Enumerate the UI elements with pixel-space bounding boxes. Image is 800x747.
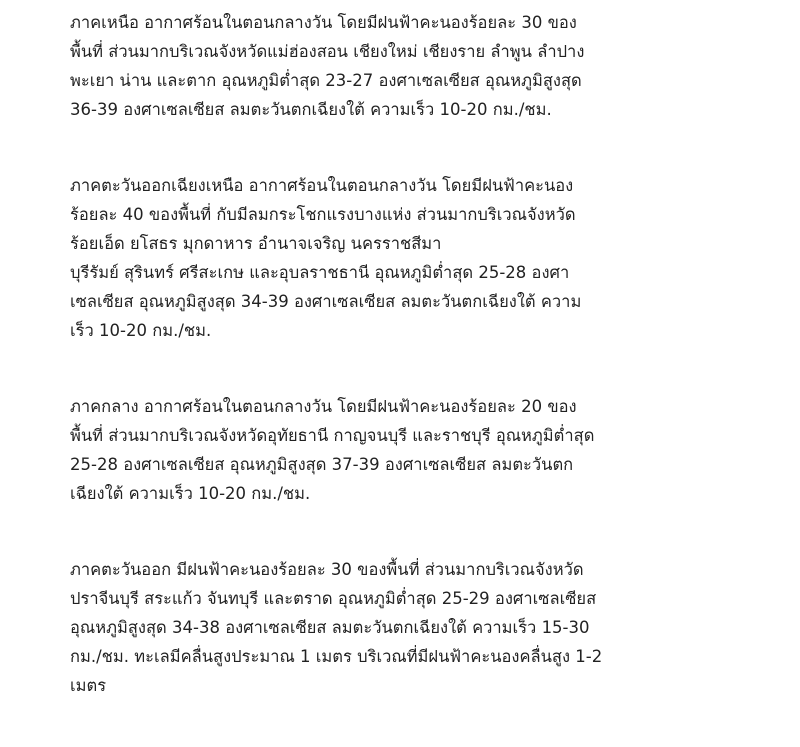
- text-line: ร้อยละ 40 ของพื้นที่ กับมีลมกระโชกแรงบางแห่ง ส่วนมากบริเวณจังหวัด: [70, 205, 576, 224]
- text-line: 36-39 องศาเซลเซียส ลมตะวันตกเฉียงใต้ ความเร็ว 10-20 กม./ชม.: [70, 100, 552, 119]
- text-line: พื้นที่ ส่วนมากบริเวณจังหวัดแม่ฮ่องสอน เชียงใหม่ เชียงราย ลำพูน ลำปาง: [70, 42, 585, 61]
- text-line: เมตร: [70, 676, 107, 695]
- paragraph-northeast: [70, 171, 710, 345]
- text-line: ภาคตะวันออกเฉียงเหนือ อากาศร้อนในตอนกลางวัน โดยมีฝนฟ้าคะนอง: [70, 176, 574, 195]
- text-line: เซลเซียส อุณหภูมิสูงสุด 34-39 องศาเซลเซียส ลมตะวันตกเฉียงใต้ ความ: [70, 292, 582, 311]
- weather-article: [70, 8, 710, 747]
- text-line: เร็ว 10-20 กม./ชม.: [70, 321, 212, 340]
- paragraph-central: [70, 392, 710, 508]
- text-line: กม./ชม. ทะเลมีคลื่นสูงประมาณ 1 เมตร บริเวณที่มีฝนฟ้าคะนองคลื่นสูง 1-2: [70, 647, 603, 666]
- text-line: บุรีรัมย์ สุรินทร์ ศรีสะเกษ และอุบลราชธานี อุณหภูมิต่ำสุด 25-28 องศา: [70, 263, 570, 282]
- paragraph-east: [70, 555, 710, 700]
- text-line: พะเยา น่าน และตาก อุณหภูมิต่ำสุด 23-27 องศาเซลเซียส อุณหภูมิสูงสุด: [70, 71, 582, 90]
- text-line: ปราจีนบุรี สระแก้ว จันทบุรี และตราด อุณหภูมิต่ำสุด 25-29 องศาเซลเซียส: [70, 589, 597, 608]
- text-line: ภาคกลาง อากาศร้อนในตอนกลางวัน โดยมีฝนฟ้าคะนองร้อยละ 20 ของ: [70, 397, 577, 416]
- text-line: ร้อยเอ็ด ยโสธร มุกดาหาร อำนาจเจริญ นครราชสีมา: [70, 234, 442, 253]
- text-line: ภาคตะวันออก มีฝนฟ้าคะนองร้อยละ 30 ของพื้นที่ ส่วนมากบริเวณจังหวัด: [70, 560, 584, 579]
- text-line: อุณหภูมิสูงสุด 34-38 องศาเซลเซียส ลมตะวันตกเฉียงใต้ ความเร็ว 15-30: [70, 618, 590, 637]
- text-line: 25-28 องศาเซลเซียส อุณหภูมิสูงสุด 37-39 องศาเซลเซียส ลมตะวันตก: [70, 455, 574, 474]
- paragraph-north: [70, 8, 710, 124]
- text-line: ภาคเหนือ อากาศร้อนในตอนกลางวัน โดยมีฝนฟ้าคะนองร้อยละ 30 ของ: [70, 13, 577, 32]
- text-line: พื้นที่ ส่วนมากบริเวณจังหวัดอุทัยธานี กาญจนบุรี และราชบุรี อุณหภูมิต่ำสุด: [70, 426, 595, 445]
- text-line: เฉียงใต้ ความเร็ว 10-20 กม./ชม.: [70, 484, 311, 503]
